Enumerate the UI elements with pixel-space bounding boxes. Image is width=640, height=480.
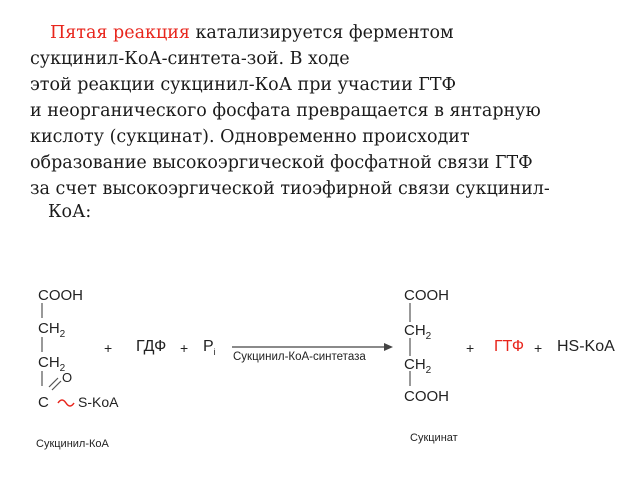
enzyme-label: Сукцинил-КоА-синтетаза: [233, 351, 366, 363]
text-line-5: кислоту (сукцинат). Одновременно происходит: [30, 127, 470, 147]
paragraph: [30, 20, 630, 222]
text-line-4: и неорганического фосфата превращается в янтарную: [30, 101, 541, 121]
right-ch2-2: [404, 356, 432, 376]
left-ch-sub-1: 2: [59, 329, 66, 340]
right-ch-sub-1: 2: [425, 331, 432, 342]
left-ch-text-2: CH: [38, 354, 60, 371]
text-line-6: образование высокоэргической фосфатной связи ГТФ: [30, 153, 533, 173]
plus-4: +: [534, 340, 543, 356]
right-cooh-bottom: COOH: [404, 388, 449, 405]
left-ch2-2: [38, 354, 66, 374]
right-cooh-top: COOH: [404, 287, 449, 304]
phosphate-sub: i: [213, 347, 216, 357]
text-line-3: этой реакции сукцинил-КоА при участии ГТФ: [30, 75, 457, 95]
plus-3: +: [466, 340, 475, 356]
text-line-1: [30, 20, 630, 46]
left-ch-text-1: CH: [38, 320, 60, 337]
reaction-scheme: [0, 270, 640, 480]
phosphate-p: P: [203, 338, 214, 355]
high-energy-bond-icon: [58, 400, 74, 406]
hskoa-label: HS-KoA: [557, 338, 615, 355]
right-ch-text-2: CH: [404, 356, 426, 373]
right-ch-sub-2: 2: [425, 365, 432, 376]
plus-1: +: [104, 340, 113, 356]
text-line-2: сукцинил-КоА-синтета-зой. В ходе: [30, 49, 350, 69]
right-ch-text-1: CH: [404, 322, 426, 339]
text-line-7: за счет высокоэргической тиоэфирной связи сукцинил-: [30, 179, 550, 199]
text-line-1-rest: катализируется ферментом: [189, 23, 454, 43]
highlight-phrase: Пятая реакция: [50, 23, 190, 43]
left-oxygen: O: [62, 370, 73, 385]
gtf-label: ГТФ: [494, 338, 525, 355]
arrow-head-icon: [384, 343, 393, 351]
left-carbon: C: [38, 394, 49, 411]
left-ch-sub-2: 2: [59, 363, 66, 374]
plus-2: +: [180, 340, 189, 356]
gdf-label: ГДФ: [136, 338, 167, 355]
left-ch2-1: [38, 320, 66, 340]
phosphate-label: [203, 338, 216, 356]
text-line-8: КоА:: [48, 202, 92, 222]
right-compound-name: Сукцинат: [410, 432, 458, 444]
left-compound-name: Сукцинил-КоА: [36, 438, 109, 450]
left-skoa: S-KoA: [78, 394, 119, 410]
left-cooh: COOH: [38, 287, 83, 304]
right-ch2-1: [404, 322, 432, 342]
